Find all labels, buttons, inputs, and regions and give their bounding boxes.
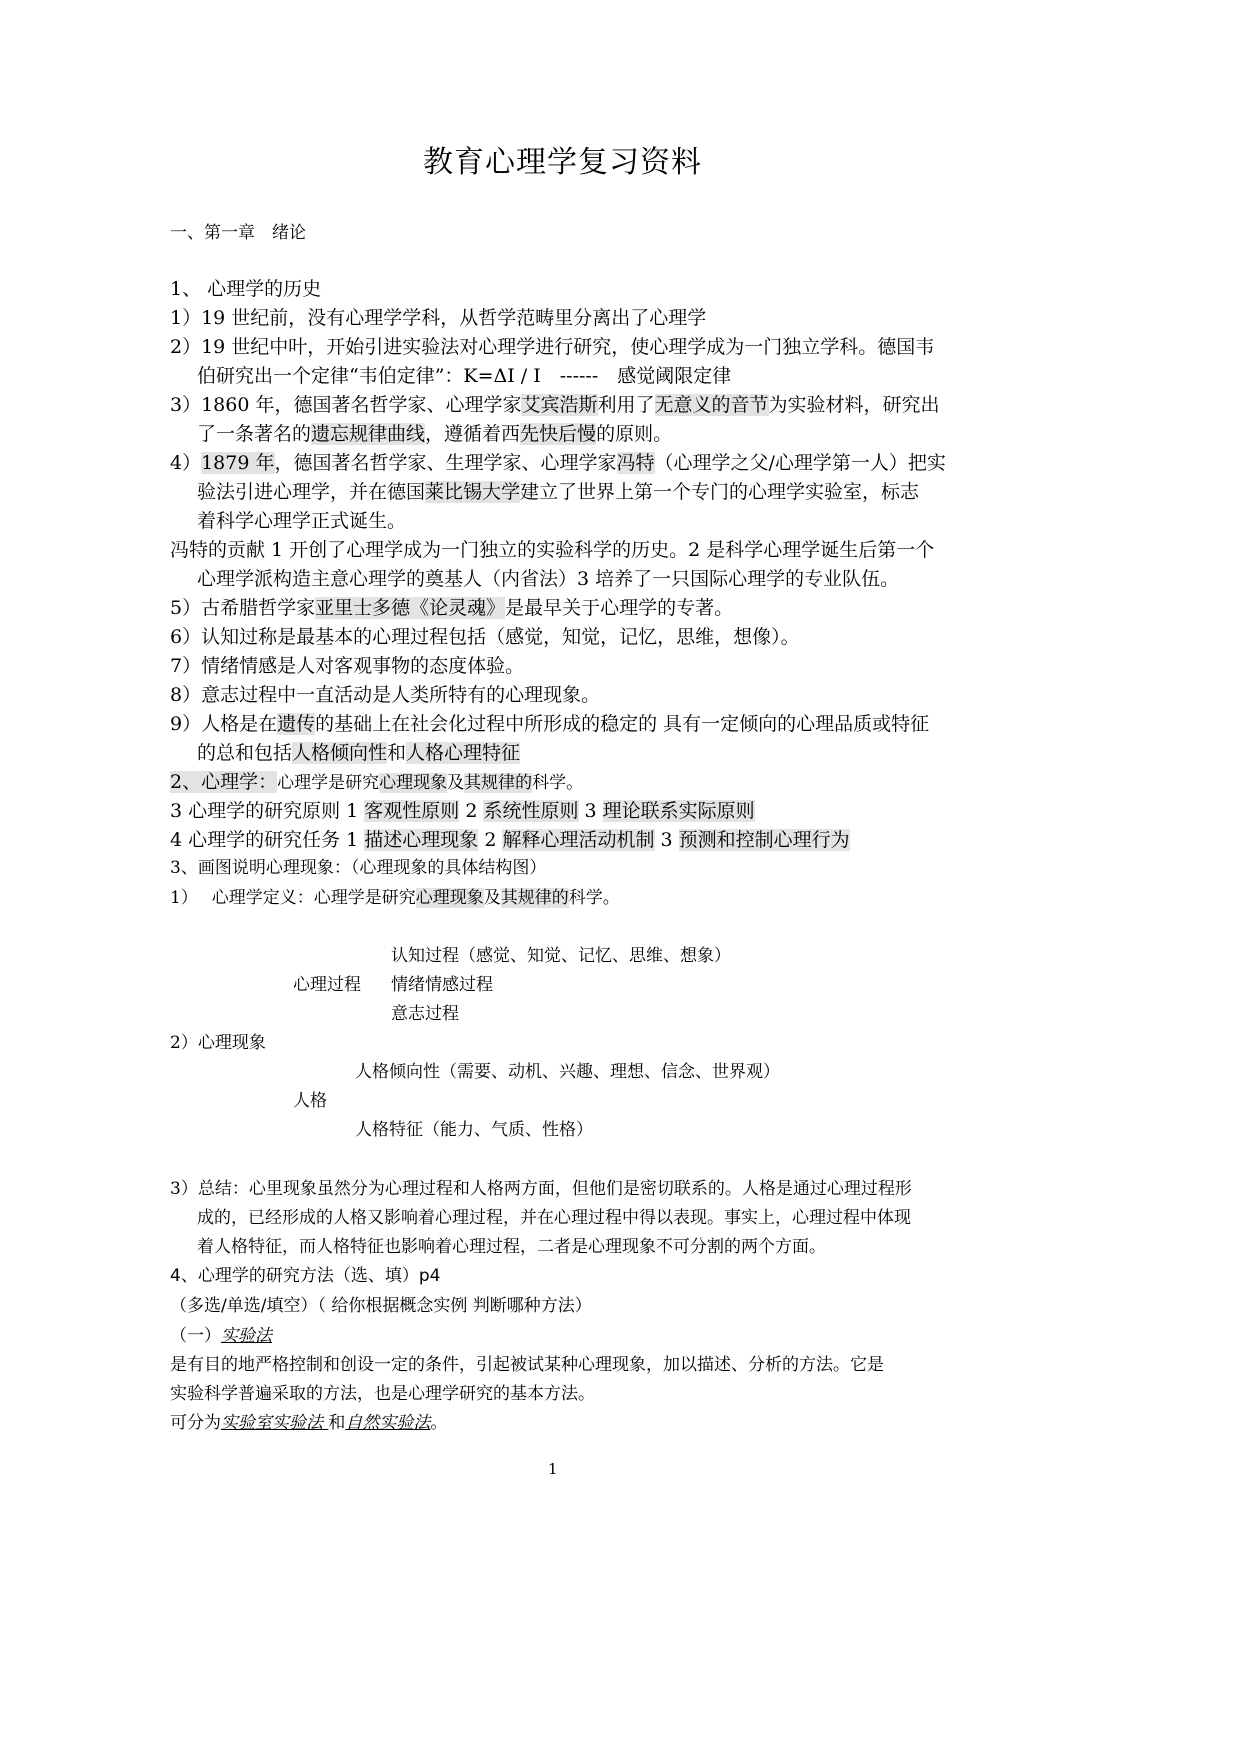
highlight: 先快后慢 — [520, 423, 597, 445]
highlight: 客观性原则 — [364, 800, 460, 822]
highlight: 理论联系实际原则 — [602, 800, 755, 822]
definition-line: 1） 心理学定义：心理学是研究心理现象及其规律的科学。 — [170, 888, 620, 908]
tasks-line: 4 心理学的研究任务 1 描述心理现象 2 解释心理活动机制 3 预测和控制心理行为 — [170, 829, 850, 851]
paragraph-line: 伯研究出一个定律“韦伯定律”：K=ΔI / I ------ 感觉阈限定律 — [197, 365, 732, 387]
section-heading: 4、心理学的研究方法（选、填）p4 — [170, 1266, 441, 1286]
structure-emotion: 情绪情感过程 — [391, 975, 493, 995]
methods-note: （多选/单选/填空）（ 给你根据概念实例 判断哪种方法） — [170, 1296, 592, 1316]
summary-line: 着人格特征，而人格特征也影响着心理过程，二者是心理现象不可分割的两个方面。 — [197, 1237, 826, 1257]
paragraph-line: 1）19 世纪前，没有心理学学科，从哲学范畴里分离出了心理学 — [170, 307, 707, 329]
highlight: 描述心理现象 — [364, 829, 479, 851]
underlined-term: 自然实验法 — [345, 1413, 431, 1433]
definition-line: 2、心理学：心理学是研究心理现象及其规律的科学。 — [170, 771, 584, 793]
highlight: 1879 年 — [201, 452, 275, 474]
highlight: 莱比锡大学 — [425, 481, 521, 503]
page-number: 1 — [548, 1460, 558, 1478]
chapter-heading: 一、第一章 绪论 — [170, 223, 306, 243]
highlight: 艾宾浩斯 — [521, 394, 598, 416]
paragraph-line: 了一条著名的遗忘规律曲线，遵循着西先快后慢的原则。 — [197, 423, 673, 445]
highlight: 其规律的 — [464, 773, 533, 793]
summary-line: 3）总结：心里现象虽然分为心理过程和人格两方面，但他们是密切联系的。人格是通过心理过程形 — [170, 1179, 912, 1199]
paragraph-line: 心理学派构造主意心理学的奠基人（内省法）3 培养了一只国际心理学的专业队伍。 — [197, 568, 900, 590]
highlight: 系统性原则 — [483, 800, 579, 822]
structure-phenomenon: 2）心理现象 — [170, 1033, 266, 1053]
highlight: 预测和控制心理行为 — [678, 829, 850, 851]
structure-will: 意志过程 — [391, 1004, 459, 1024]
section-heading: 1、 心理学的历史 — [170, 278, 322, 300]
paragraph-line: 可分为实验室实验法 和自然实验法。 — [170, 1413, 448, 1433]
structure-tendency: 人格倾向性（需要、动机、兴趣、理想、信念、世界观） — [355, 1062, 780, 1082]
paragraph-line: 着科学心理学正式诞生。 — [197, 510, 407, 532]
underlined-term: 实验法 — [221, 1326, 272, 1346]
structure-traits: 人格特征（能力、气质、性格） — [355, 1120, 593, 1140]
paragraph-line: 8）意志过程中一直活动是人类所特有的心理现象。 — [170, 684, 601, 706]
summary-line: 成的，已经形成的人格又影响着心理过程，并在心理过程中得以表现。事实上，心理过程中体现 — [197, 1208, 911, 1228]
underlined-term: 实验室实验法 — [221, 1413, 329, 1433]
paragraph-line: 的总和包括人格倾向性和人格心理特征 — [197, 742, 521, 764]
subsection-heading: （一）实验法 — [170, 1326, 272, 1346]
highlight: 解释心理活动机制 — [502, 829, 655, 851]
section-heading: 3、画图说明心理现象：（心理现象的具体结构图） — [170, 858, 547, 878]
highlight: 心理现象 — [379, 773, 448, 793]
highlight: 其规律的 — [500, 888, 569, 908]
paragraph-line: 实验科学普遍采取的方法，也是心理学研究的基本方法。 — [170, 1384, 595, 1404]
structure-process: 心理过程 — [293, 975, 361, 995]
highlight: 冯特 — [616, 452, 655, 474]
highlight: 心理现象 — [415, 888, 484, 908]
highlight: 遗传 — [277, 713, 316, 735]
highlight: 2、心理学： — [170, 771, 278, 793]
principles-line: 3 心理学的研究原则 1 客观性原则 2 系统性原则 3 理论联系实际原则 — [170, 800, 755, 822]
paragraph-line: 冯特的贡献 1 开创了心理学成为一门独立的实验科学的历史。2 是科学心理学诞生后第一个 — [170, 539, 935, 561]
structure-personality: 人格 — [293, 1091, 327, 1111]
paragraph-line: 5）古希腊哲学家亚里士多德《论灵魂》是最早关于心理学的专著。 — [170, 597, 734, 619]
highlight: 遗忘规律曲线 — [311, 423, 426, 445]
page-title: 教育心理学复习资料 — [423, 145, 702, 180]
paragraph-line: 9）人格是在遗传的基础上在社会化过程中所形成的稳定的 具有一定倾向的心理品质或特征 — [170, 713, 930, 735]
paragraph-line: 验法引进心理学，并在德国莱比锡大学建立了世界上第一个专门的心理学实验室，标志 — [197, 481, 920, 503]
structure-cognition: 认知过程（感觉、知觉、记忆、思维、想象） — [391, 946, 731, 966]
paragraph-line: 6）认知过称是最基本的心理过程包括（感觉，知觉，记忆，思维，想像）。 — [170, 626, 800, 648]
paragraph-line: 2）19 世纪中叶，开始引进实验法对心理学进行研究，使心理学成为一门独立学科。德国韦 — [170, 336, 935, 358]
highlight: 人格倾向性 — [292, 742, 388, 764]
highlight: 亚里士多德《论灵魂》 — [315, 597, 506, 619]
paragraph-line: 是有目的地严格控制和创设一定的条件，引起被试某种心理现象，加以描述、分析的方法。它是 — [170, 1355, 884, 1375]
paragraph-line: 4）1879 年，德国著名哲学家、生理学家、心理学家冯特（心理学之父/心理学第一人）把实 — [170, 452, 946, 474]
paragraph-line: 3）1860 年，德国著名哲学家、心理学家艾宾浩斯利用了无意义的音节为实验材料，研究出 — [170, 394, 940, 416]
highlight: 无意义的音节 — [654, 394, 769, 416]
highlight: 人格心理特征 — [406, 742, 521, 764]
paragraph-line: 7）情绪情感是人对客观事物的态度体验。 — [170, 655, 525, 677]
